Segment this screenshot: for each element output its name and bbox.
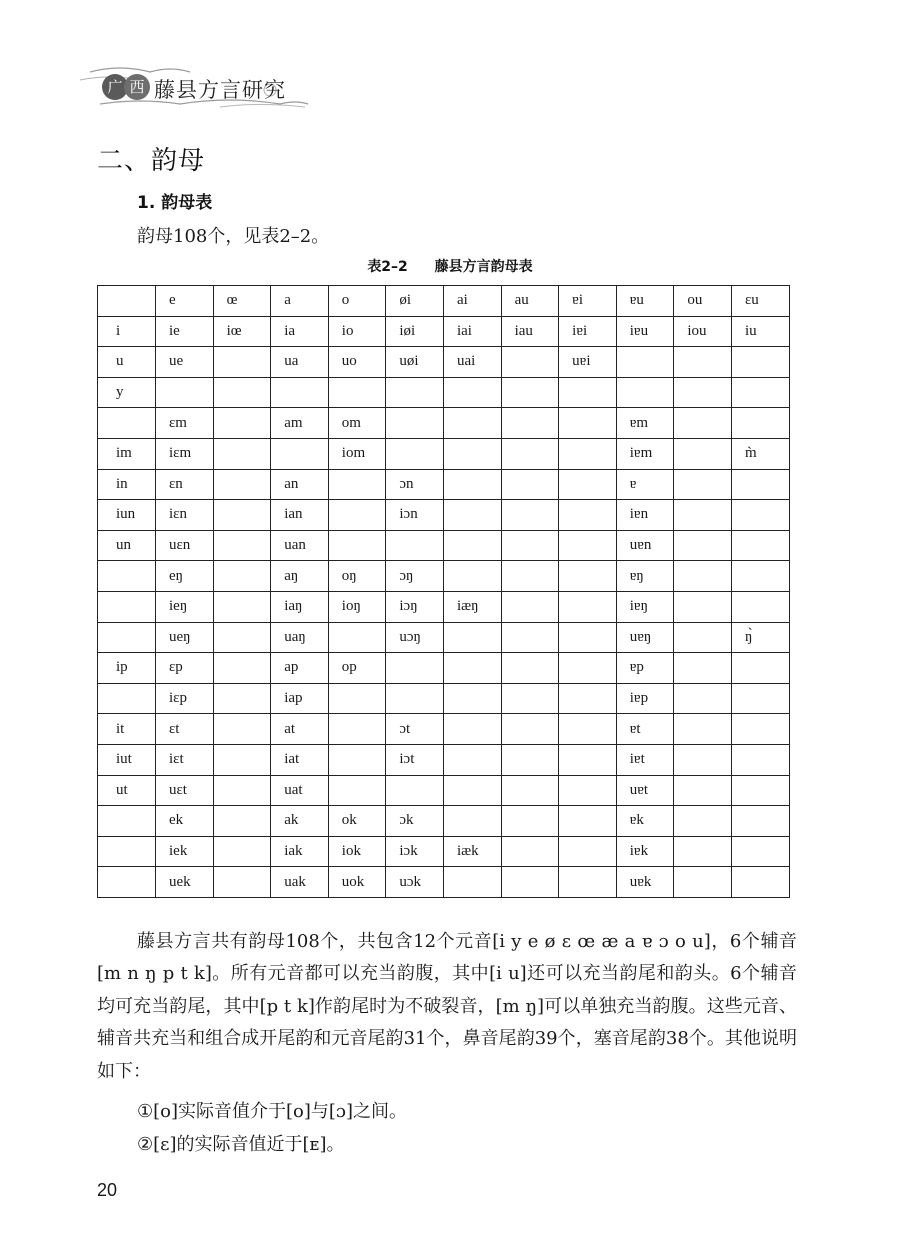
table-cell: iek xyxy=(156,836,214,867)
table-cell: œ xyxy=(213,286,271,317)
page-number: 20 xyxy=(97,1180,118,1200)
table-cell xyxy=(328,683,386,714)
table-row xyxy=(98,438,790,469)
running-header xyxy=(80,60,310,110)
table-cell: uɛt xyxy=(156,775,214,806)
table-cell: iɐk xyxy=(616,836,674,867)
table-cell xyxy=(328,469,386,500)
table-cell xyxy=(674,530,732,561)
table-cell xyxy=(501,408,559,439)
region-badge-1: 广 xyxy=(102,74,128,100)
table-cell: y xyxy=(98,377,156,408)
table-cell xyxy=(213,377,271,408)
table-row xyxy=(98,622,790,653)
table-cell xyxy=(98,561,156,592)
table-cell: uat xyxy=(271,775,329,806)
table-cell xyxy=(213,867,271,898)
table-cell: iæk xyxy=(443,836,501,867)
table-cell: iɐŋ xyxy=(616,591,674,622)
table-cell: ɐk xyxy=(616,806,674,837)
table-cell xyxy=(674,714,732,745)
intro-text: 韵母108个，见表2–2。 xyxy=(137,226,330,247)
table-cell xyxy=(731,683,789,714)
table-cell xyxy=(501,591,559,622)
table-cell xyxy=(674,561,732,592)
table-cell: om xyxy=(328,408,386,439)
table-cell: ɐ xyxy=(616,469,674,500)
table-cell: uɐn xyxy=(616,530,674,561)
table-cell: uøi xyxy=(386,347,444,378)
table-cell xyxy=(328,775,386,806)
table-cell xyxy=(674,408,732,439)
table-cell xyxy=(443,469,501,500)
table-cell: eŋ xyxy=(156,561,214,592)
table-cell xyxy=(731,653,789,684)
table-cell xyxy=(443,806,501,837)
table-cell: in xyxy=(98,469,156,500)
table-cell: op xyxy=(328,653,386,684)
table-cell xyxy=(559,591,617,622)
table-cell: uɐt xyxy=(616,775,674,806)
table-cell: ie xyxy=(156,316,214,347)
table-cell xyxy=(271,377,329,408)
table-cell xyxy=(559,438,617,469)
table-cell: ou xyxy=(674,286,732,317)
table-cell: o xyxy=(328,286,386,317)
table-cell xyxy=(559,744,617,775)
table-cell: e xyxy=(156,286,214,317)
table-cell xyxy=(559,714,617,745)
table-cell: ɐp xyxy=(616,653,674,684)
table-row xyxy=(98,653,790,684)
table-cell xyxy=(559,561,617,592)
table-cell: ɛn xyxy=(156,469,214,500)
table-cell: un xyxy=(98,530,156,561)
table-cell xyxy=(386,653,444,684)
description-paragraph: 藤县方言共有韵母108个，共包含12个元音[i y e ø ɛ œ æ a ɐ ɔ o u]，6个辅音[m n ŋ p t k]。所有元音都可以充当韵腹，其中[i u]还可以充当韵尾和韵头。6个辅音均可充当韵尾，其中[p t k]作韵尾时为不破裂音，[m ŋ]可以单独充当韵腹。这些元音、辅音共充当和组合成开尾韵和元音尾韵31个，鼻音尾韵39个，塞音尾韵38个。其他说明如下： xyxy=(97,931,797,1082)
table-cell: ŋ̀ xyxy=(731,622,789,653)
table-cell: øi xyxy=(386,286,444,317)
table-cell: uek xyxy=(156,867,214,898)
table-cell xyxy=(501,744,559,775)
table-caption-number: 表2–2 xyxy=(367,259,408,275)
table-cell xyxy=(559,836,617,867)
table-cell: ɛp xyxy=(156,653,214,684)
table-cell: uo xyxy=(328,347,386,378)
table-cell xyxy=(213,836,271,867)
table-cell xyxy=(98,408,156,439)
table-cell xyxy=(443,377,501,408)
table-cell xyxy=(213,561,271,592)
table-cell: iap xyxy=(271,683,329,714)
table-cell xyxy=(674,775,732,806)
table-cell: ɐu xyxy=(616,286,674,317)
table-cell xyxy=(443,775,501,806)
table-cell xyxy=(559,775,617,806)
table-cell xyxy=(501,806,559,837)
table-cell: it xyxy=(98,714,156,745)
table-cell: ua xyxy=(271,347,329,378)
table-cell: aŋ xyxy=(271,561,329,592)
book-title: 藤县方言研究 xyxy=(154,78,286,102)
table-cell: ok xyxy=(328,806,386,837)
table-cell xyxy=(443,653,501,684)
table-cell xyxy=(731,500,789,531)
table-cell: iou xyxy=(674,316,732,347)
table-cell xyxy=(443,530,501,561)
table-cell xyxy=(674,744,732,775)
table-cell xyxy=(213,622,271,653)
table-cell: iai xyxy=(443,316,501,347)
table-cell xyxy=(386,408,444,439)
table-cell: iok xyxy=(328,836,386,867)
table-cell xyxy=(328,500,386,531)
rime-table xyxy=(97,285,790,898)
table-row xyxy=(98,500,790,531)
table-cell xyxy=(674,836,732,867)
table-cell xyxy=(674,806,732,837)
table-cell xyxy=(98,286,156,317)
table-cell xyxy=(731,744,789,775)
table-cell: ɛm xyxy=(156,408,214,439)
table-cell: ɐt xyxy=(616,714,674,745)
table-row xyxy=(98,744,790,775)
table-cell xyxy=(731,408,789,439)
table-cell: uan xyxy=(271,530,329,561)
table-cell xyxy=(213,438,271,469)
table-row xyxy=(98,714,790,745)
table-cell: iom xyxy=(328,438,386,469)
table-cell xyxy=(674,377,732,408)
table-cell: ioŋ xyxy=(328,591,386,622)
table-cell xyxy=(98,867,156,898)
table-cell xyxy=(328,377,386,408)
table-cell xyxy=(443,561,501,592)
section-title: 二、韵母 xyxy=(97,146,206,176)
table-cell xyxy=(443,622,501,653)
table-cell: uɐk xyxy=(616,867,674,898)
table-cell xyxy=(501,347,559,378)
table-cell: oŋ xyxy=(328,561,386,592)
table-cell: an xyxy=(271,469,329,500)
table-cell: m̀ xyxy=(731,438,789,469)
table-row xyxy=(98,347,790,378)
table-cell xyxy=(501,500,559,531)
table-cell: ɔt xyxy=(386,714,444,745)
table-cell xyxy=(501,653,559,684)
table-cell: iɐu xyxy=(616,316,674,347)
table-cell xyxy=(213,653,271,684)
table-caption xyxy=(0,256,900,276)
table-cell xyxy=(213,714,271,745)
table-cell xyxy=(731,469,789,500)
table-cell: uaŋ xyxy=(271,622,329,653)
table-cell xyxy=(674,469,732,500)
table-row xyxy=(98,377,790,408)
table-cell xyxy=(731,867,789,898)
table-row xyxy=(98,836,790,867)
table-cell xyxy=(328,530,386,561)
table-cell xyxy=(501,714,559,745)
table-row xyxy=(98,775,790,806)
body-text xyxy=(97,926,797,1088)
table-row xyxy=(98,561,790,592)
table-cell: iɛt xyxy=(156,744,214,775)
table-cell: iaŋ xyxy=(271,591,329,622)
table-cell: a xyxy=(271,286,329,317)
table-cell: ɐm xyxy=(616,408,674,439)
table-cell xyxy=(213,408,271,439)
table-cell: ɐi xyxy=(559,286,617,317)
table-row xyxy=(98,316,790,347)
table-cell xyxy=(98,683,156,714)
table-cell xyxy=(731,775,789,806)
table-row xyxy=(98,469,790,500)
table-cell: uai xyxy=(443,347,501,378)
table-cell xyxy=(731,714,789,745)
table-cell: iɔk xyxy=(386,836,444,867)
table-cell: uɐi xyxy=(559,347,617,378)
table-cell xyxy=(213,806,271,837)
table-cell: iak xyxy=(271,836,329,867)
table-cell xyxy=(731,836,789,867)
table-cell xyxy=(501,775,559,806)
table-cell xyxy=(616,377,674,408)
table-cell xyxy=(213,591,271,622)
table-cell xyxy=(501,377,559,408)
table-cell: uak xyxy=(271,867,329,898)
table-cell xyxy=(674,500,732,531)
table-cell: ap xyxy=(271,653,329,684)
table-cell xyxy=(559,622,617,653)
table-cell xyxy=(213,530,271,561)
table-cell xyxy=(559,683,617,714)
table-caption-text: 藤县方言韵母表 xyxy=(434,259,533,275)
table-cell xyxy=(328,744,386,775)
table-cell xyxy=(98,836,156,867)
table-cell xyxy=(98,622,156,653)
table-cell xyxy=(674,622,732,653)
table-cell: ɔn xyxy=(386,469,444,500)
table-cell: ɛt xyxy=(156,714,214,745)
table-row xyxy=(98,530,790,561)
table-cell xyxy=(443,683,501,714)
table-cell xyxy=(386,530,444,561)
table-cell xyxy=(731,561,789,592)
subsection-title: 1. 韵母表 xyxy=(137,193,213,213)
table-cell xyxy=(328,714,386,745)
table-cell: ian xyxy=(271,500,329,531)
table-cell: io xyxy=(328,316,386,347)
table-cell xyxy=(443,408,501,439)
table-cell: ek xyxy=(156,806,214,837)
table-cell: iɐn xyxy=(616,500,674,531)
table-cell xyxy=(559,377,617,408)
table-cell xyxy=(443,438,501,469)
table-row xyxy=(98,806,790,837)
table-cell xyxy=(501,530,559,561)
table-cell xyxy=(501,622,559,653)
table-cell xyxy=(501,683,559,714)
table-cell xyxy=(674,438,732,469)
table-cell: iɛn xyxy=(156,500,214,531)
table-cell: iɔn xyxy=(386,500,444,531)
table-cell: u xyxy=(98,347,156,378)
table-cell: uok xyxy=(328,867,386,898)
table-cell xyxy=(386,438,444,469)
table-cell xyxy=(213,683,271,714)
note-1: ①[o]实际音值介于[o]与[ɔ]之间。 xyxy=(137,1101,408,1122)
table-cell xyxy=(213,775,271,806)
table-cell: i xyxy=(98,316,156,347)
table-row xyxy=(98,683,790,714)
table-cell xyxy=(559,806,617,837)
table-cell: iau xyxy=(501,316,559,347)
table-cell: iæŋ xyxy=(443,591,501,622)
table-cell xyxy=(213,500,271,531)
table-cell xyxy=(156,377,214,408)
table-cell xyxy=(98,806,156,837)
table-cell xyxy=(443,500,501,531)
table-cell xyxy=(559,867,617,898)
table-cell: iɐt xyxy=(616,744,674,775)
table-cell xyxy=(443,867,501,898)
table-cell: ɐŋ xyxy=(616,561,674,592)
table-cell xyxy=(271,438,329,469)
table-row xyxy=(98,591,790,622)
table-cell xyxy=(501,469,559,500)
table-cell xyxy=(559,408,617,439)
table-cell xyxy=(616,347,674,378)
table-cell xyxy=(674,867,732,898)
table-cell xyxy=(501,438,559,469)
table-cell xyxy=(674,347,732,378)
table-cell: ia xyxy=(271,316,329,347)
table-cell: ak xyxy=(271,806,329,837)
table-cell: iɛm xyxy=(156,438,214,469)
table-cell xyxy=(731,806,789,837)
table-cell: ɔk xyxy=(386,806,444,837)
table-cell: ɔŋ xyxy=(386,561,444,592)
table-cell xyxy=(98,591,156,622)
table-cell xyxy=(674,591,732,622)
table-cell: uɔŋ xyxy=(386,622,444,653)
table-cell xyxy=(501,867,559,898)
table-cell xyxy=(386,377,444,408)
table-cell xyxy=(213,744,271,775)
table-cell xyxy=(559,500,617,531)
table-cell xyxy=(328,622,386,653)
table-cell xyxy=(443,744,501,775)
table-cell: ieŋ xyxy=(156,591,214,622)
table-cell xyxy=(674,653,732,684)
table-cell: iat xyxy=(271,744,329,775)
table-cell: au xyxy=(501,286,559,317)
table-cell xyxy=(559,653,617,684)
table-cell: iɔt xyxy=(386,744,444,775)
table-cell: iɐm xyxy=(616,438,674,469)
table-cell xyxy=(559,530,617,561)
table-cell: iut xyxy=(98,744,156,775)
table-cell: ueŋ xyxy=(156,622,214,653)
table-cell: im xyxy=(98,438,156,469)
table-row xyxy=(98,408,790,439)
table-cell xyxy=(674,683,732,714)
table-cell xyxy=(443,714,501,745)
note-2: ②[ɛ]的实际音值近于[ᴇ]。 xyxy=(137,1134,345,1155)
table-row xyxy=(98,286,790,317)
table-cell: iɐp xyxy=(616,683,674,714)
table-cell xyxy=(501,836,559,867)
table-cell: ut xyxy=(98,775,156,806)
table-cell xyxy=(559,469,617,500)
table-cell xyxy=(731,347,789,378)
table-cell: uɔk xyxy=(386,867,444,898)
table-cell xyxy=(213,469,271,500)
table-cell: iøi xyxy=(386,316,444,347)
table-cell: ɛu xyxy=(731,286,789,317)
table-cell: uɛn xyxy=(156,530,214,561)
table-cell xyxy=(501,561,559,592)
table-cell xyxy=(386,775,444,806)
table-cell xyxy=(386,683,444,714)
table-cell: am xyxy=(271,408,329,439)
table-cell: iœ xyxy=(213,316,271,347)
table-cell: iu xyxy=(731,316,789,347)
table-cell xyxy=(213,347,271,378)
table-cell: ue xyxy=(156,347,214,378)
table-cell: iun xyxy=(98,500,156,531)
table-cell: iɛp xyxy=(156,683,214,714)
table-cell: ai xyxy=(443,286,501,317)
table-cell: iɔŋ xyxy=(386,591,444,622)
table-cell xyxy=(731,377,789,408)
table-cell: ip xyxy=(98,653,156,684)
table-cell xyxy=(731,530,789,561)
table-cell xyxy=(731,591,789,622)
table-cell: at xyxy=(271,714,329,745)
table-cell: uɐŋ xyxy=(616,622,674,653)
region-badge-2: 西 xyxy=(124,74,150,100)
table-row xyxy=(98,867,790,898)
table-cell: iɐi xyxy=(559,316,617,347)
